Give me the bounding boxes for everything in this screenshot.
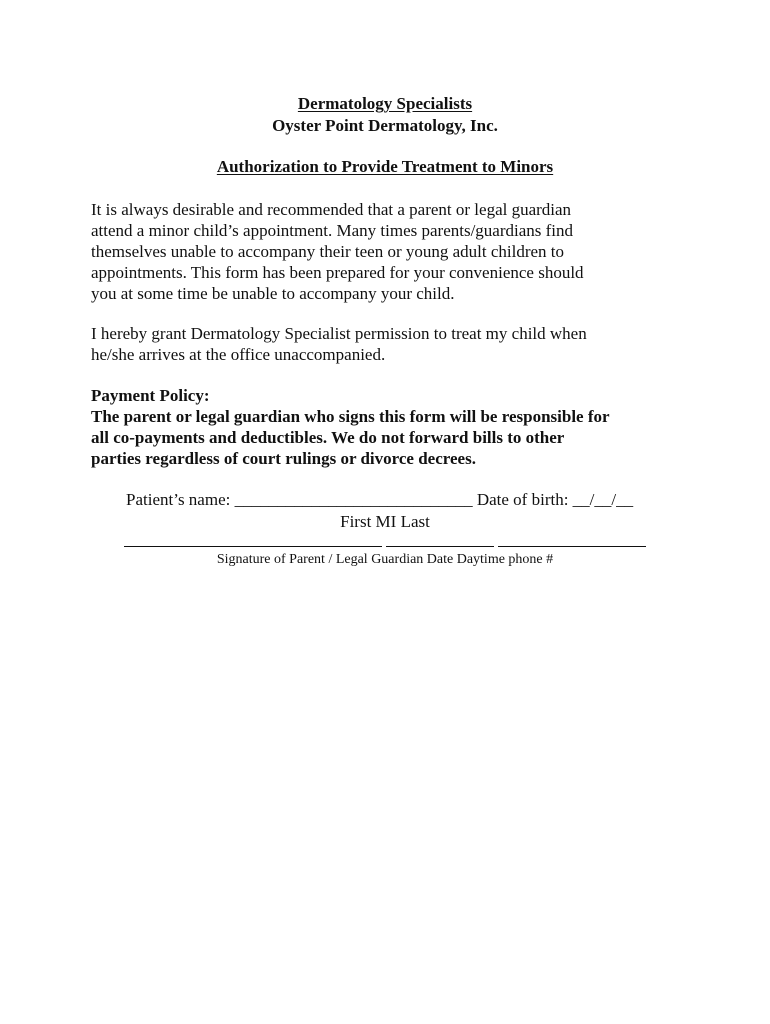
intro-paragraph bbox=[91, 199, 691, 304]
payment-policy-section bbox=[91, 385, 691, 469]
intro-line: It is always desirable and recommended that a parent or legal guardian bbox=[91, 200, 572, 219]
intro-line: attend a minor child’s appointment. Many times parents/guardians find bbox=[91, 221, 574, 240]
company-name-heading: Oyster Point Dermatology, Inc. bbox=[272, 116, 498, 135]
permission-line: I hereby grant Dermatology Specialist permission to treat my child when bbox=[91, 324, 587, 343]
payment-policy-line: The parent or legal guardian who signs this form will be responsible for bbox=[91, 407, 610, 426]
intro-line: you at some time be unable to accompany your child. bbox=[91, 284, 455, 303]
permission-paragraph bbox=[91, 323, 691, 365]
signature-lines bbox=[124, 531, 646, 547]
daytime-phone-line[interactable] bbox=[498, 546, 646, 547]
patient-name-sublabel: First MI Last bbox=[340, 512, 430, 531]
date-line[interactable] bbox=[386, 546, 494, 547]
intro-line: themselves unable to accompany their teen or young adult children to bbox=[91, 242, 565, 261]
payment-policy-heading: Payment Policy: bbox=[91, 386, 210, 405]
payment-policy-line: all co-payments and deductibles. We do not forward bills to other bbox=[91, 428, 565, 447]
practice-name-heading: Dermatology Specialists bbox=[297, 94, 473, 113]
signature-caption: Signature of Parent / Legal Guardian Date Daytime phone # bbox=[216, 552, 554, 567]
intro-line: appointments. This form has been prepared for your convenience should bbox=[91, 263, 584, 282]
signature-line[interactable] bbox=[124, 546, 382, 547]
patient-info-row[interactable]: Patient’s name: ____________________________ Date of birth: __/__/__ bbox=[126, 490, 634, 509]
payment-policy-line: parties regardless of court rulings or divorce decrees. bbox=[91, 449, 476, 468]
form-title: Authorization to Provide Treatment to Minors bbox=[216, 157, 554, 176]
permission-line: he/she arrives at the office unaccompanied. bbox=[91, 345, 386, 364]
